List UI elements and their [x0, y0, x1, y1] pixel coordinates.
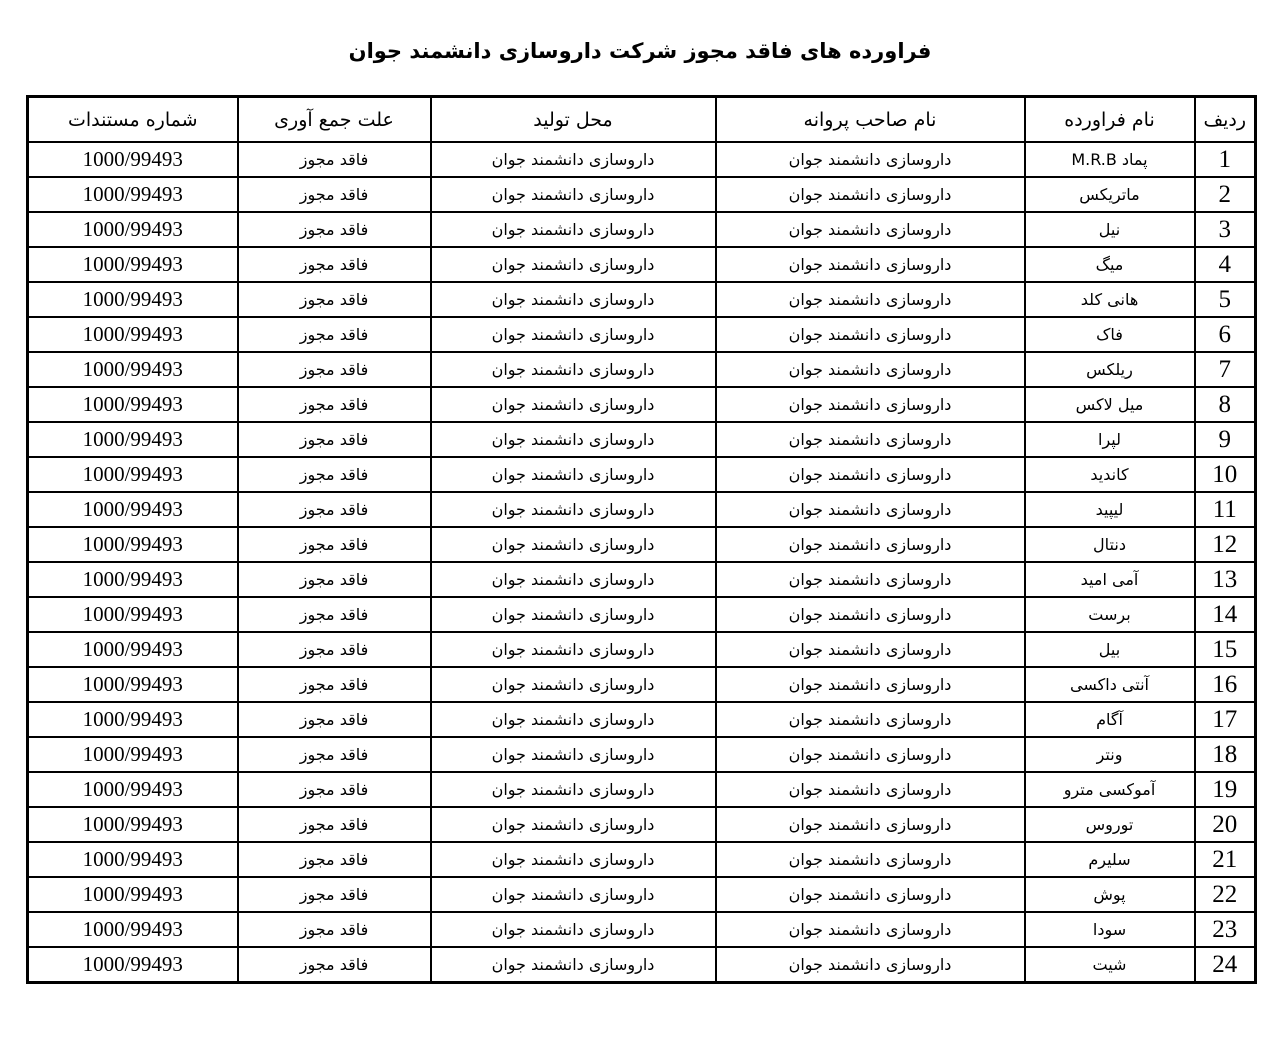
cell-row-number: 10: [1195, 457, 1256, 492]
table-container: [26, 95, 1254, 984]
cell-production-place: داروسازی دانشمند جوان: [431, 702, 716, 737]
cell-row-number: 17: [1195, 702, 1256, 737]
cell-production-place: داروسازی دانشمند جوان: [431, 772, 716, 807]
cell-license-holder: داروسازی دانشمند جوان: [716, 772, 1025, 807]
cell-production-place: داروسازی دانشمند جوان: [431, 387, 716, 422]
cell-license-holder: داروسازی دانشمند جوان: [716, 842, 1025, 877]
cell-document-number: 1000/99493: [28, 912, 238, 947]
cell-license-holder: داروسازی دانشمند جوان: [716, 807, 1025, 842]
cell-license-holder: داروسازی دانشمند جوان: [716, 912, 1025, 947]
cell-document-number: 1000/99493: [28, 387, 238, 422]
cell-collection-reason: فاقد مجوز: [238, 212, 431, 247]
cell-product-name: آموکسی مترو: [1025, 772, 1195, 807]
cell-row-number: 11: [1195, 492, 1256, 527]
cell-document-number: 1000/99493: [28, 702, 238, 737]
cell-document-number: 1000/99493: [28, 457, 238, 492]
cell-document-number: 1000/99493: [28, 632, 238, 667]
cell-production-place: داروسازی دانشمند جوان: [431, 457, 716, 492]
cell-product-name: سودا: [1025, 912, 1195, 947]
table-row: [28, 772, 1256, 807]
cell-collection-reason: فاقد مجوز: [238, 772, 431, 807]
cell-license-holder: داروسازی دانشمند جوان: [716, 422, 1025, 457]
cell-production-place: داروسازی دانشمند جوان: [431, 667, 716, 702]
cell-document-number: 1000/99493: [28, 352, 238, 387]
cell-license-holder: داروسازی دانشمند جوان: [716, 387, 1025, 422]
cell-collection-reason: فاقد مجوز: [238, 947, 431, 983]
cell-product-name: لیپید: [1025, 492, 1195, 527]
cell-document-number: 1000/99493: [28, 422, 238, 457]
cell-production-place: داروسازی دانشمند جوان: [431, 212, 716, 247]
cell-product-name: پماد M.R.B: [1025, 142, 1195, 177]
cell-collection-reason: فاقد مجوز: [238, 282, 431, 317]
cell-product-name: شیت: [1025, 947, 1195, 983]
cell-row-number: 15: [1195, 632, 1256, 667]
cell-collection-reason: فاقد مجوز: [238, 387, 431, 422]
cell-row-number: 4: [1195, 247, 1256, 282]
table-row: [28, 352, 1256, 387]
cell-license-holder: داروسازی دانشمند جوان: [716, 282, 1025, 317]
cell-row-number: 18: [1195, 737, 1256, 772]
table-row: [28, 422, 1256, 457]
table-row: [28, 737, 1256, 772]
cell-license-holder: داروسازی دانشمند جوان: [716, 562, 1025, 597]
cell-product-name: آمی امید: [1025, 562, 1195, 597]
cell-row-number: 20: [1195, 807, 1256, 842]
cell-row-number: 22: [1195, 877, 1256, 912]
cell-collection-reason: فاقد مجوز: [238, 807, 431, 842]
header-document-number: شماره مستندات: [28, 97, 238, 143]
cell-license-holder: داروسازی دانشمند جوان: [716, 702, 1025, 737]
table-row: [28, 282, 1256, 317]
cell-production-place: داروسازی دانشمند جوان: [431, 317, 716, 352]
table-row: [28, 177, 1256, 212]
header-product-name: نام فراورده: [1025, 97, 1195, 143]
cell-document-number: 1000/99493: [28, 807, 238, 842]
cell-product-name: نیل: [1025, 212, 1195, 247]
cell-collection-reason: فاقد مجوز: [238, 842, 431, 877]
cell-document-number: 1000/99493: [28, 317, 238, 352]
cell-product-name: ریلکس: [1025, 352, 1195, 387]
cell-collection-reason: فاقد مجوز: [238, 177, 431, 212]
cell-collection-reason: فاقد مجوز: [238, 527, 431, 562]
cell-license-holder: داروسازی دانشمند جوان: [716, 352, 1025, 387]
header-collection-reason: علت جمع آوری: [238, 97, 431, 143]
cell-document-number: 1000/99493: [28, 492, 238, 527]
table-body: [28, 142, 1256, 983]
table-row: [28, 947, 1256, 983]
cell-row-number: 23: [1195, 912, 1256, 947]
table-row: [28, 877, 1256, 912]
cell-product-name: هانی کلد: [1025, 282, 1195, 317]
cell-collection-reason: فاقد مجوز: [238, 457, 431, 492]
cell-row-number: 1: [1195, 142, 1256, 177]
cell-row-number: 13: [1195, 562, 1256, 597]
cell-production-place: داروسازی دانشمند جوان: [431, 247, 716, 282]
table-row: [28, 562, 1256, 597]
cell-product-name: میل لاکس: [1025, 387, 1195, 422]
unlicensed-products-table: [26, 95, 1257, 984]
cell-product-name: برست: [1025, 597, 1195, 632]
cell-collection-reason: فاقد مجوز: [238, 422, 431, 457]
cell-document-number: 1000/99493: [28, 737, 238, 772]
cell-production-place: داروسازی دانشمند جوان: [431, 562, 716, 597]
cell-row-number: 5: [1195, 282, 1256, 317]
cell-product-name: فاک: [1025, 317, 1195, 352]
cell-production-place: داروسازی دانشمند جوان: [431, 492, 716, 527]
cell-row-number: 12: [1195, 527, 1256, 562]
cell-license-holder: داروسازی دانشمند جوان: [716, 527, 1025, 562]
cell-production-place: داروسازی دانشمند جوان: [431, 737, 716, 772]
cell-collection-reason: فاقد مجوز: [238, 877, 431, 912]
cell-product-name: لپرا: [1025, 422, 1195, 457]
table-row: [28, 457, 1256, 492]
cell-document-number: 1000/99493: [28, 947, 238, 983]
cell-product-name: توروس: [1025, 807, 1195, 842]
cell-collection-reason: فاقد مجوز: [238, 562, 431, 597]
cell-production-place: داروسازی دانشمند جوان: [431, 177, 716, 212]
cell-production-place: داروسازی دانشمند جوان: [431, 632, 716, 667]
cell-collection-reason: فاقد مجوز: [238, 702, 431, 737]
cell-document-number: 1000/99493: [28, 212, 238, 247]
cell-license-holder: داروسازی دانشمند جوان: [716, 457, 1025, 492]
table-header-row: [28, 97, 1256, 143]
cell-row-number: 14: [1195, 597, 1256, 632]
cell-row-number: 16: [1195, 667, 1256, 702]
table-row: [28, 912, 1256, 947]
cell-row-number: 21: [1195, 842, 1256, 877]
cell-product-name: سلیرم: [1025, 842, 1195, 877]
cell-document-number: 1000/99493: [28, 562, 238, 597]
cell-document-number: 1000/99493: [28, 597, 238, 632]
cell-row-number: 6: [1195, 317, 1256, 352]
cell-collection-reason: فاقد مجوز: [238, 142, 431, 177]
cell-row-number: 24: [1195, 947, 1256, 983]
cell-collection-reason: فاقد مجوز: [238, 737, 431, 772]
cell-license-holder: داروسازی دانشمند جوان: [716, 877, 1025, 912]
cell-document-number: 1000/99493: [28, 142, 238, 177]
cell-license-holder: داروسازی دانشمند جوان: [716, 667, 1025, 702]
cell-product-name: دنتال: [1025, 527, 1195, 562]
table-row: [28, 807, 1256, 842]
table-row: [28, 142, 1256, 177]
cell-document-number: 1000/99493: [28, 282, 238, 317]
cell-document-number: 1000/99493: [28, 527, 238, 562]
cell-production-place: داروسازی دانشمند جوان: [431, 352, 716, 387]
cell-license-holder: داروسازی دانشمند جوان: [716, 737, 1025, 772]
table-row: [28, 492, 1256, 527]
cell-document-number: 1000/99493: [28, 772, 238, 807]
cell-product-name: آگام: [1025, 702, 1195, 737]
header-license-holder: نام صاحب پروانه: [716, 97, 1025, 143]
cell-document-number: 1000/99493: [28, 667, 238, 702]
cell-row-number: 3: [1195, 212, 1256, 247]
cell-production-place: داروسازی دانشمند جوان: [431, 527, 716, 562]
table-row: [28, 247, 1256, 282]
cell-product-name: آنتی داکسی: [1025, 667, 1195, 702]
cell-product-name: ماتریکس: [1025, 177, 1195, 212]
cell-license-holder: داروسازی دانشمند جوان: [716, 142, 1025, 177]
cell-license-holder: داروسازی دانشمند جوان: [716, 212, 1025, 247]
cell-production-place: داروسازی دانشمند جوان: [431, 947, 716, 983]
cell-row-number: 9: [1195, 422, 1256, 457]
cell-collection-reason: فاقد مجوز: [238, 597, 431, 632]
table-row: [28, 667, 1256, 702]
cell-collection-reason: فاقد مجوز: [238, 912, 431, 947]
table-row: [28, 842, 1256, 877]
table-row: [28, 317, 1256, 352]
cell-license-holder: داروسازی دانشمند جوان: [716, 597, 1025, 632]
cell-row-number: 7: [1195, 352, 1256, 387]
cell-document-number: 1000/99493: [28, 842, 238, 877]
cell-production-place: داروسازی دانشمند جوان: [431, 422, 716, 457]
header-row-number: ردیف: [1195, 97, 1256, 143]
cell-collection-reason: فاقد مجوز: [238, 492, 431, 527]
table-row: [28, 387, 1256, 422]
cell-product-name: میگ: [1025, 247, 1195, 282]
cell-collection-reason: فاقد مجوز: [238, 667, 431, 702]
cell-document-number: 1000/99493: [28, 247, 238, 282]
cell-production-place: داروسازی دانشمند جوان: [431, 912, 716, 947]
cell-product-name: کاندید: [1025, 457, 1195, 492]
cell-production-place: داروسازی دانشمند جوان: [431, 877, 716, 912]
cell-collection-reason: فاقد مجوز: [238, 632, 431, 667]
cell-production-place: داروسازی دانشمند جوان: [431, 842, 716, 877]
cell-product-name: بیل: [1025, 632, 1195, 667]
table-row: [28, 632, 1256, 667]
cell-production-place: داروسازی دانشمند جوان: [431, 807, 716, 842]
cell-row-number: 8: [1195, 387, 1256, 422]
cell-collection-reason: فاقد مجوز: [238, 352, 431, 387]
cell-row-number: 2: [1195, 177, 1256, 212]
cell-product-name: ونتر: [1025, 737, 1195, 772]
cell-license-holder: داروسازی دانشمند جوان: [716, 177, 1025, 212]
cell-document-number: 1000/99493: [28, 177, 238, 212]
cell-row-number: 19: [1195, 772, 1256, 807]
cell-production-place: داروسازی دانشمند جوان: [431, 282, 716, 317]
cell-production-place: داروسازی دانشمند جوان: [431, 142, 716, 177]
cell-document-number: 1000/99493: [28, 877, 238, 912]
document-title: فراورده های فاقد مجوز شرکت داروسازی دانشمند جوان: [348, 39, 932, 64]
cell-license-holder: داروسازی دانشمند جوان: [716, 492, 1025, 527]
table-row: [28, 702, 1256, 737]
cell-license-holder: داروسازی دانشمند جوان: [716, 247, 1025, 282]
cell-license-holder: داروسازی دانشمند جوان: [716, 947, 1025, 983]
cell-license-holder: داروسازی دانشمند جوان: [716, 317, 1025, 352]
table-row: [28, 597, 1256, 632]
cell-collection-reason: فاقد مجوز: [238, 247, 431, 282]
header-production-place: محل تولید: [431, 97, 716, 143]
table-row: [28, 527, 1256, 562]
cell-collection-reason: فاقد مجوز: [238, 317, 431, 352]
cell-license-holder: داروسازی دانشمند جوان: [716, 632, 1025, 667]
cell-production-place: داروسازی دانشمند جوان: [431, 597, 716, 632]
cell-product-name: پوش: [1025, 877, 1195, 912]
table-row: [28, 212, 1256, 247]
